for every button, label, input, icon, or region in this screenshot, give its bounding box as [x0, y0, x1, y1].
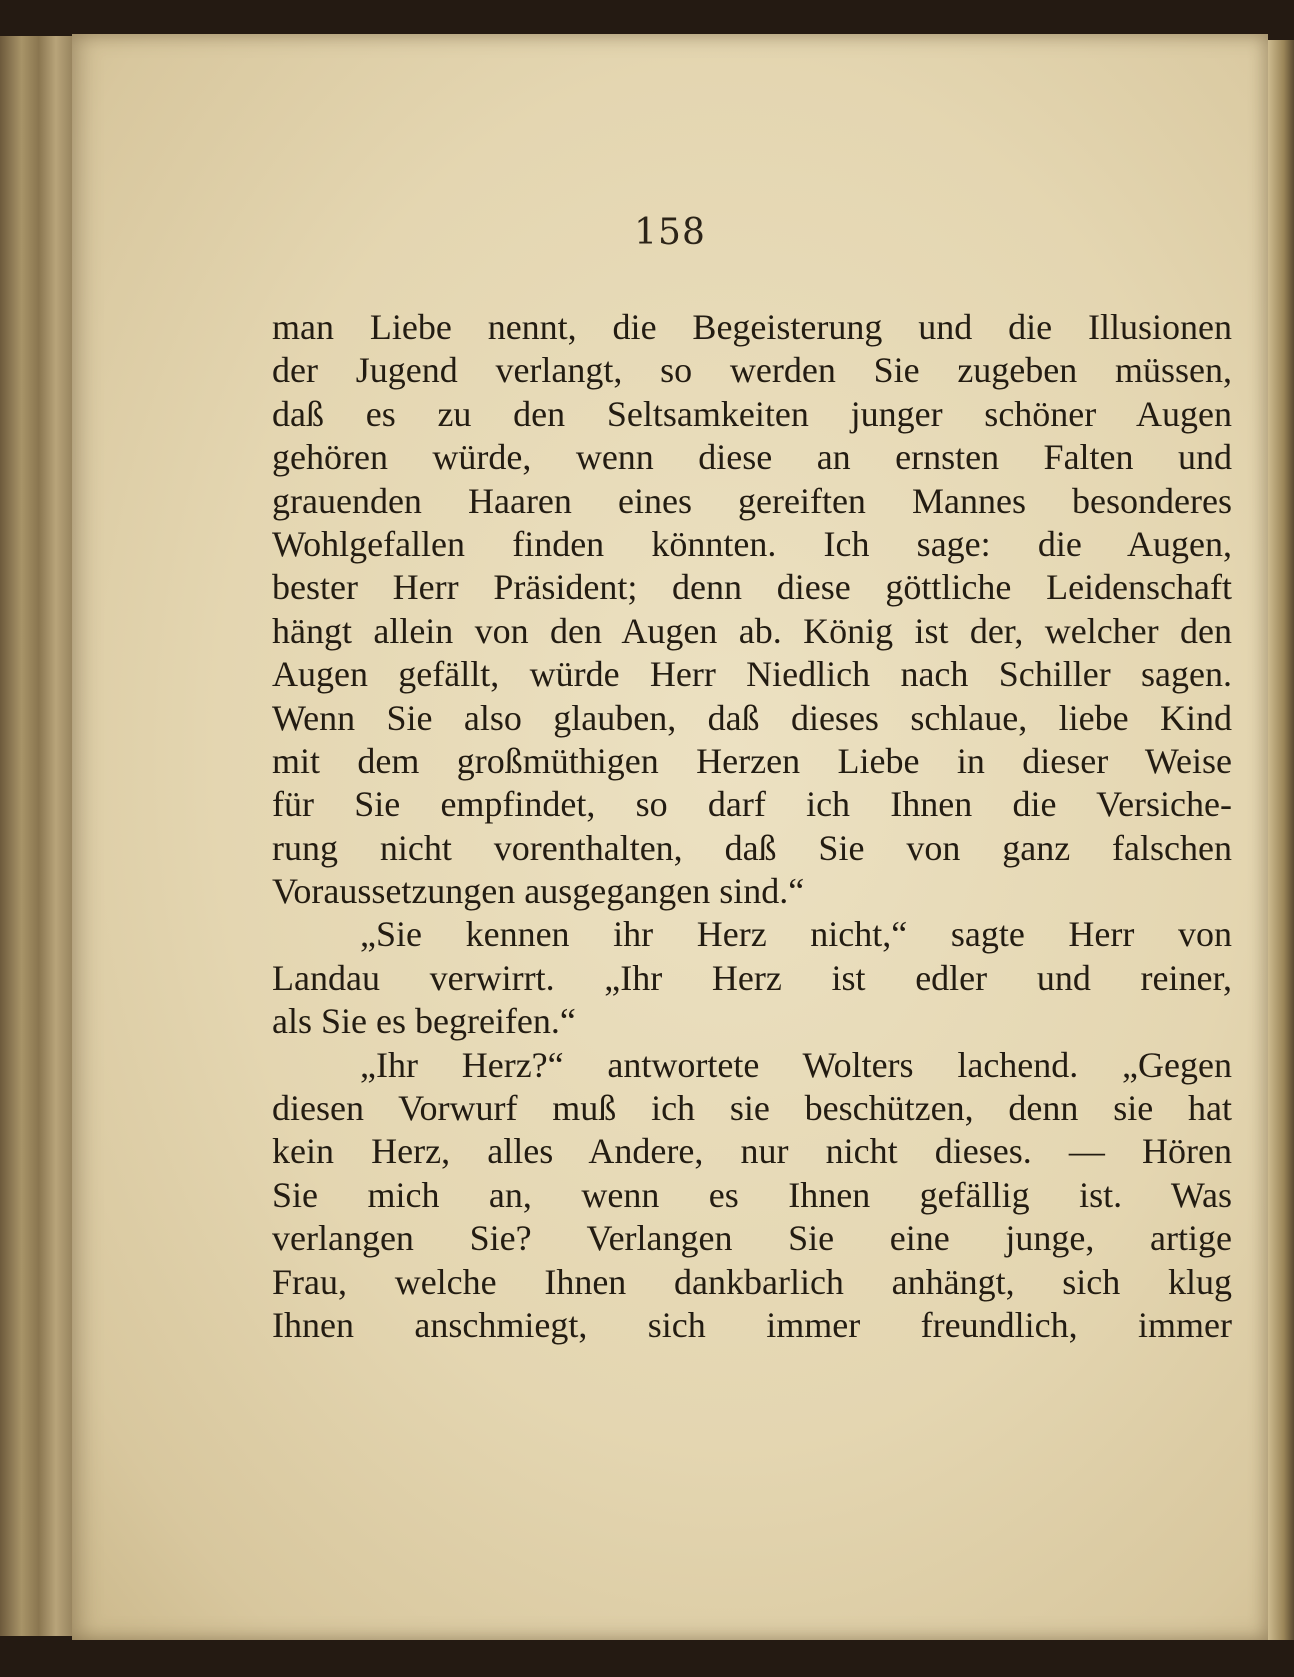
text-line: Wenn Sie also glauben, daß dieses schlaue, liebe Kind: [272, 697, 1232, 738]
text-line: verlangen Sie? Verlangen Sie eine junge, artige: [272, 1218, 1232, 1259]
text-line: gehören würde, wenn diese an ernsten Falten und: [272, 437, 1232, 478]
book-spine-edge: [1268, 40, 1294, 1640]
text-line: Wohlgefallen finden könnten. Ich sage: die Augen,: [272, 523, 1232, 564]
text-line: für Sie empfindet, so darf ich Ihnen die Versiche-: [272, 784, 1232, 825]
text-line: kein Herz, alles Andere, nur nicht dieses. — Hören: [272, 1131, 1232, 1172]
book-page: [72, 34, 1268, 1640]
text-line: „Ihr Herz?“ antwortete Wolters lachend. „Gegen: [360, 1044, 1232, 1085]
text-line: Sie mich an, wenn es Ihnen gefällig ist. Was: [272, 1174, 1232, 1215]
text-line: Voraussetzungen ausgegangen sind.“: [272, 871, 805, 912]
text-line: Frau, welche Ihnen dankbarlich anhängt, sich klug: [272, 1261, 1232, 1302]
text-line: Landau verwirrt. „Ihr Herz ist edler und reiner,: [272, 957, 1232, 998]
text-line: rung nicht vorenthalten, daß Sie von ganz falschen: [272, 827, 1232, 868]
text-line: grauenden Haaren eines gereiften Mannes besonderes: [272, 480, 1232, 521]
text-line: als Sie es begreifen.“: [272, 1001, 576, 1042]
text-line: hängt allein von den Augen ab. König ist der, welcher den: [272, 610, 1232, 651]
text-line: man Liebe nennt, die Begeisterung und die Illusionen: [272, 307, 1232, 347]
text-line: daß es zu den Seltsamkeiten junger schöner Augen: [272, 393, 1232, 434]
text-line: Ihnen anschmiegt, sich immer freundlich, immer: [272, 1304, 1232, 1345]
text-line: diesen Vorwurf muß ich sie beschützen, denn sie hat: [272, 1088, 1232, 1129]
text-line: mit dem großmüthigen Herzen Liebe in dieser Weise: [272, 740, 1232, 781]
text-line: „Sie kennen ihr Herz nicht,“ sagte Herr von: [360, 914, 1232, 955]
text-line: Augen gefällt, würde Herr Niedlich nach Schiller sagen.: [272, 654, 1232, 695]
text-line: bester Herr Präsident; denn diese göttliche Leidenschaft: [272, 567, 1232, 608]
text-line: der Jugend verlangt, so werden Sie zugeben müssen,: [272, 350, 1232, 391]
page-number: 158: [634, 212, 706, 253]
page-body-text: [272, 306, 1232, 1347]
